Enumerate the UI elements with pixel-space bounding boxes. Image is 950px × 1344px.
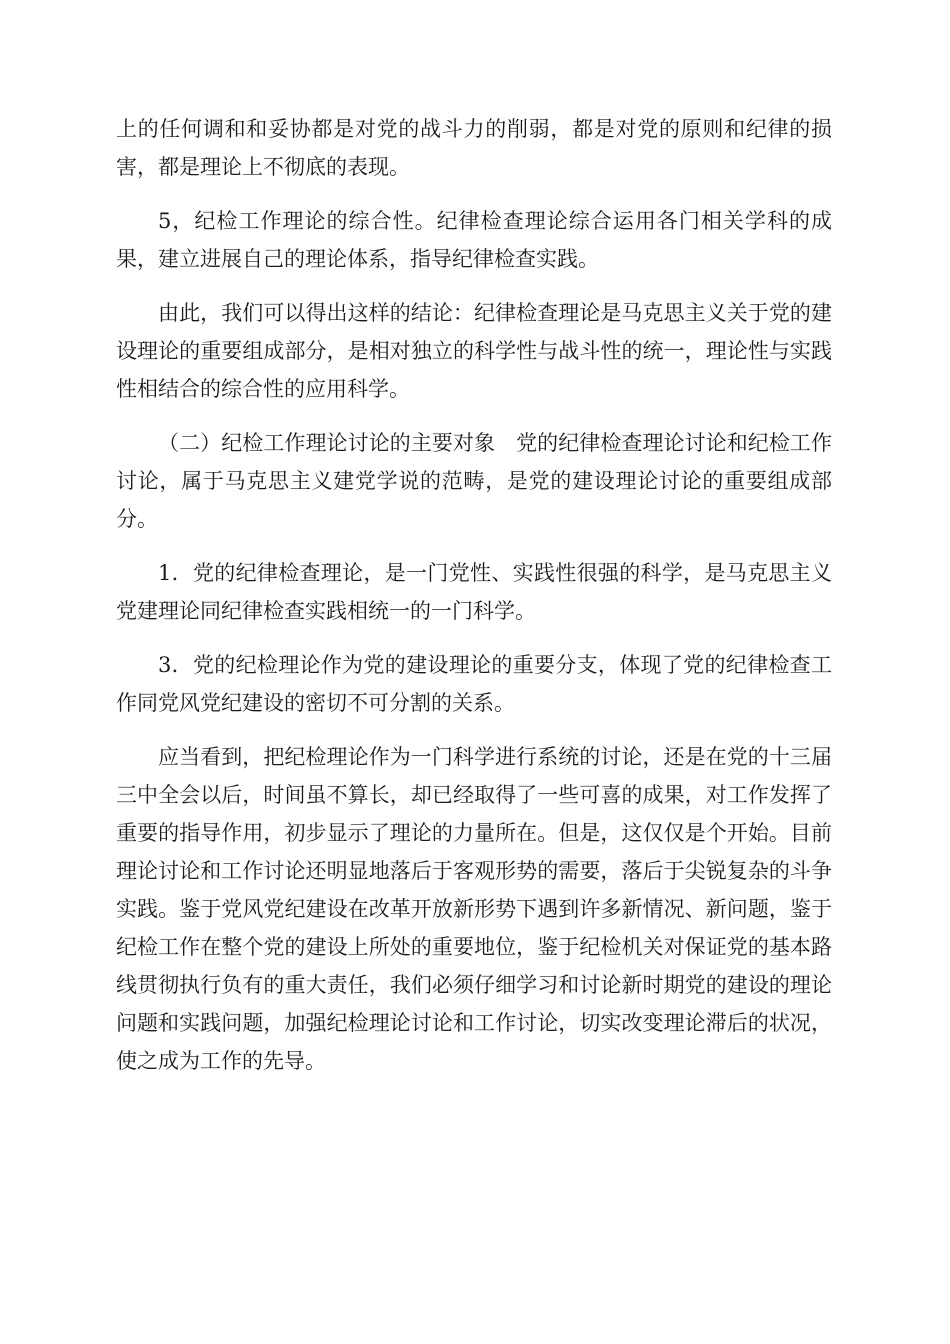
paragraph-conclusion: 由此，我们可以得出这样的结论：纪律检查理论是马克思主义关于党的建设理论的重要组成部分，是相对独立的科学性与战斗性的统一，理论性与实践性相结合的综合性的应用科学。 — [116, 301, 832, 401]
paragraph-point-5: 5，纪检工作理论的综合性。纪律检查理论综合运用各门相关学科的成果，建立进展自己的理论体系，指导纪律检查实践。 — [116, 209, 832, 271]
paragraph-continuation: 上的任何调和和妥协都是对党的战斗力的削弱，都是对党的原则和纪律的损害，都是理论上不彻底的表现。 — [116, 117, 832, 179]
paragraph-item-1: 1．党的纪律检查理论，是一门党性、实践性很强的科学，是马克思主义党建理论同纪律检查实践相统一的一门科学。 — [116, 561, 832, 623]
document-page — [116, 110, 832, 1096]
paragraph-item-3: 3．党的纪检理论作为党的建设理论的重要分支，体现了党的纪律检查工作同党风党纪建设的密切不可分割的关系。 — [116, 653, 832, 715]
paragraph-final: 应当看到，把纪检理论作为一门科学进行系统的讨论，还是在党的十三届三中全会以后，时间虽不算长，却已经取得了一些可喜的成果，对工作发挥了重要的指导作用，初步显示了理论的力量所在。但是，这仅仅是个开始。目前理论讨论和工作讨论还明显地落后于客观形势的需要，落后于尖锐复杂的斗争实践。鉴于党风党纪建设在改革开放新形势下遇到许多新情况、新问题，鉴于纪检工作在整个党的建设上所处的重要地位，鉴于纪检机关对保证党的基本路线贯彻执行负有的重大责任，我们必须仔细学习和讨论新时期党的建设的理论问题和实践问题，加强纪检理论讨论和工作讨论，切实改变理论滞后的状况，使之成为工作的先导。 — [116, 745, 832, 1073]
paragraph-section-two: （二）纪检工作理论讨论的主要对象 党的纪律检查理论讨论和纪检工作讨论，属于马克思主义建党学说的范畴，是党的建设理论讨论的重要组成部分。 — [116, 431, 832, 531]
